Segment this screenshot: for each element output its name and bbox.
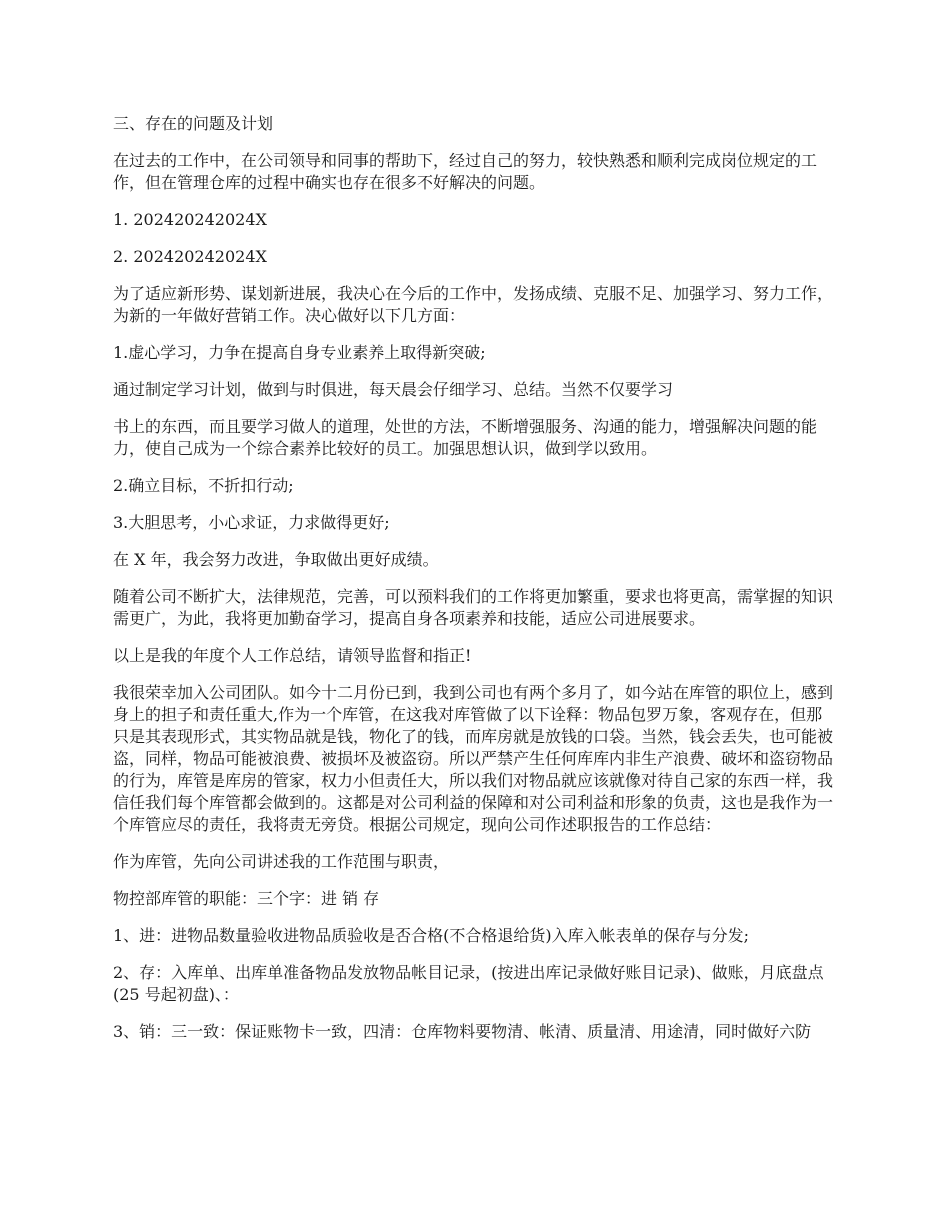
paragraph: 为了适应新形势、谋划新进展，我决心在今后的工作中，发扬成绩、克服不足、加强学习、努力工作，为新的一年做好营销工作。决心做好以下几方面： [113, 284, 834, 325]
list-item: 1. 202420242024X [113, 210, 267, 229]
paragraph: 我很荣幸加入公司团队。如今十二月份已到，我到公司也有两个多月了，如今站在库管的职位上，感到身上的担子和责任重大,作为一个库管，在这我对库管做了以下诠释：物品包罗万象，客观存在，但那只是其表现形式，其实物品就是钱，物化了的钱，而库房就是放钱的口袋。当然，钱会丢失，也可能被盗，同样，物品可能被浪费、被损坏及被盗窃。所以严禁产生任何库库内非生产浪费、破坏和盗窃物品的行为，库管是库房的管家，权力小但责任大，所以我们对物品就应该就像对待自己家的东西一样，我信任我们每个库管都会做到的。这都是对公司利益的保障和对公司利益和形象的负责，这也是我作为一个库管应尽的责任，我将责无旁贷。根据公司规定，现向公司作述职报告的工作总结： [113, 683, 834, 834]
list-item: 2. 202420242024X [113, 247, 267, 266]
list-item: 1、进：进物品数量验收进物品质验收是否合格(不合格退给货)入库入帐表单的保存与分发; [113, 926, 750, 945]
paragraph: 物控部库管的职能：三个字：进 销 存 [113, 889, 380, 908]
paragraph: 作为库管，先向公司讲述我的工作范围与职责， [113, 852, 450, 871]
paragraph: 书上的东西，而且要学习做人的道理，处世的方法，不断增强服务、沟通的能力，增强解决问题的能力，使自己成为一个综合素养比较好的员工。加强思想认识，做到学以致用。 [113, 417, 818, 458]
list-item: 3、销：三一致：保证账物卡一致，四清：仓库物料要物清、帐清、质量清、用途清，同时做好六防 [113, 1022, 812, 1041]
section-heading: 三、存在的问题及计划 [113, 114, 274, 133]
paragraph: 以上是我的年度个人工作总结，请领导监督和指正! [113, 646, 472, 665]
paragraph: 通过制定学习计划，做到与时俱进，每天晨会仔细学习、总结。当然不仅要学习 [113, 380, 674, 399]
paragraph: 随着公司不断扩大，法律规范，完善，可以预料我们的工作将更加繁重，要求也将更高，需掌握的知识需更广，为此，我将更加勤奋学习，提高自身各项素养和技能，适应公司进展要求。 [113, 587, 834, 628]
document-page [113, 113, 833, 1058]
list-item: 1.虚心学习，力争在提高自身专业素养上取得新突破; [113, 343, 486, 362]
list-item: 2.确立目标，不折扣行动; [113, 476, 294, 495]
paragraph: 在过去的工作中，在公司领导和同事的帮助下，经过自己的努力，较快熟悉和顺利完成岗位规定的工作，但在管理仓库的过程中确实也存在很多不好解决的问题。 [113, 151, 818, 192]
list-item: 3.大胆思考，小心求证，力求做得更好; [113, 513, 390, 532]
paragraph: 在 X 年，我会努力改进，争取做出更好成绩。 [113, 550, 439, 569]
list-item: 2、存：入库单、出库单准备物品发放物品帐目记录，(按进出库记录做好账目记录)、做账，月底盘点(25 号起初盘)、： [113, 963, 824, 1004]
